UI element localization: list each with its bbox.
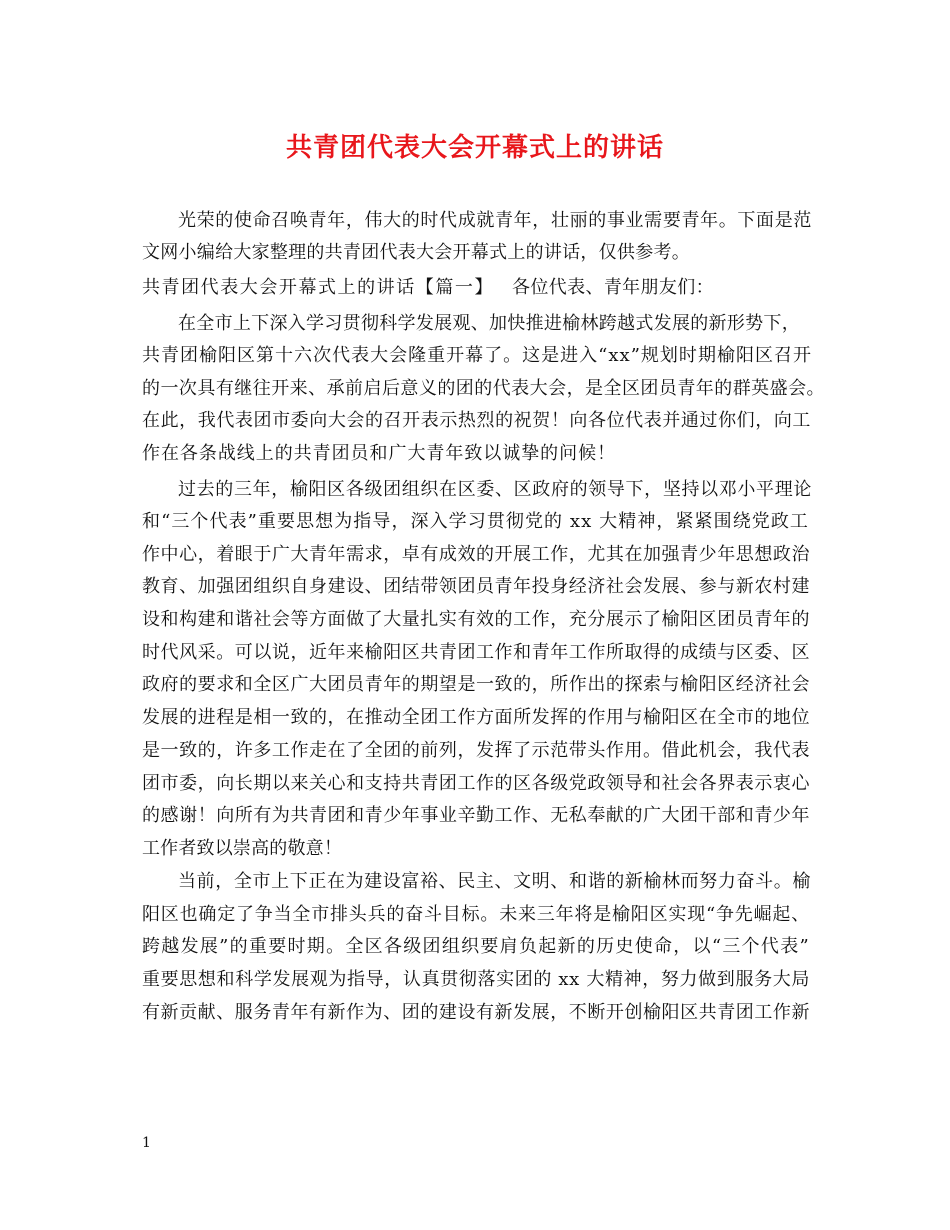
paragraph-line-text: 共青团代表大会开幕式上的讲话【篇一】 — [142, 277, 494, 298]
paragraph-line — [0, 343, 950, 369]
paragraph-line-text: 各位代表、青年朋友们： — [512, 277, 714, 298]
paragraph-line — [0, 408, 950, 434]
paragraph-line-text: 重要思想和科学发展观为指导，认真贯彻落实团的 xx 大精神，努力做到服务大局 — [142, 969, 810, 990]
paragraph-line — [0, 376, 950, 402]
paragraph-line-text: 设和构建和谐社会等方面做了大量扎实有效的工作，充分展示了榆阳区团员青年的 — [142, 609, 810, 630]
paragraph-line-text: 光荣的使命召唤青年，伟大的时代成就青年，壮丽的事业需要青年。下面是范 — [178, 210, 812, 231]
paragraph-line — [0, 574, 950, 600]
paragraph-line — [0, 934, 950, 960]
paragraph-line-text: 共青团榆阳区第十六次代表大会隆重开幕了。这是进入“xx”规划时期榆阳区召开 — [142, 345, 812, 366]
paragraph-line — [0, 640, 950, 666]
paragraph-line-text: 政府的要求和全区广大团员青年的期望是一致的，所作出的探索与榆阳区经济社会 — [142, 674, 810, 695]
paragraph-line-text: 的感谢！向所有为共青团和青少年事业辛勤工作、无私奉献的广大团干部和青少年 — [142, 805, 810, 826]
paragraph-line-text: 阳区也确定了争当全市排头兵的奋斗目标。未来三年将是榆阳区实现“争先崛起、 — [142, 904, 810, 925]
paragraph-line-text: 是一致的，许多工作走在了全团的前列，发挥了示范带头作用。借此机会，我代表 — [142, 740, 810, 761]
paragraph-line-text: 教育、加强团组织自身建设、团结带领团员青年投身经济社会发展、参与新农村建 — [142, 576, 810, 597]
document-title: 共青团代表大会开幕式上的讲话 — [285, 133, 664, 163]
paragraph-line-text: 团市委，向长期以来关心和支持共青团工作的区各级党政领导和社会各界表示衷心 — [142, 773, 810, 794]
paragraph-line-text: 作中心，着眼于广大青年需求，卓有成效的开展工作，尤其在加强青少年思想政治 — [142, 544, 810, 565]
paragraph-line-text: 在此，我代表团市委向大会的召开表示热烈的祝贺！向各位代表并通过你们，向工 — [142, 410, 811, 431]
paragraph-line — [0, 771, 950, 797]
paragraph-line-text: 发展的进程是相一致的，在推动全团工作方面所发挥的作用与榆阳区在全市的地位 — [142, 707, 810, 728]
paragraph-line-text: 工作者致以崇高的敬意！ — [142, 838, 342, 859]
paragraph-line — [0, 607, 950, 633]
paragraph-line-text: 文网小编给大家整理的共青团代表大会开幕式上的讲话，仅供参考。 — [142, 242, 690, 263]
paragraph-line — [0, 869, 950, 895]
paragraph-line-text: 在全市上下深入学习贯彻科学发展观、加快推进榆林跨越式发展的新形势下， — [178, 313, 800, 334]
paragraph-line — [0, 836, 950, 862]
paragraph-line — [0, 311, 950, 337]
paragraph-line — [0, 672, 950, 698]
paragraph-line-text: 跨越发展”的重要时期。全区各级团组织要肩负起新的历史使命，以“三个代表” — [142, 936, 810, 957]
paragraph-line-text: 时代风采。可以说，近年来榆阳区共青团工作和青年工作所取得的成绩与区委、区 — [142, 642, 810, 663]
paragraph-line-text: 过去的三年，榆阳区各级团组织在区委、区政府的领导下，坚持以邓小平理论 — [178, 479, 812, 500]
paragraph-line-text: 作在各条战线上的共青团员和广大青年致以诚挚的问候！ — [142, 443, 616, 464]
paragraph-line — [0, 967, 950, 993]
paragraph-line-text: 当前，全市上下正在为建设富裕、民主、文明、和谐的新榆林而努力奋斗。榆 — [178, 871, 811, 892]
paragraph-line — [0, 902, 950, 928]
page-number: 1 — [142, 1135, 151, 1151]
paragraph-line-text: 的一次具有继往开来、承前启后意义的团的代表大会，是全区团员青年的群英盛会。 — [142, 378, 825, 399]
paragraph-line — [0, 477, 950, 503]
paragraph-line — [0, 441, 950, 467]
paragraph-line — [0, 542, 950, 568]
paragraph-line — [0, 705, 950, 731]
paragraph-line — [0, 509, 950, 535]
paragraph-line-text: 有新贡献、服务青年有新作为、团的建设有新发展，不断开创榆阳区共青团工作新 — [142, 1002, 810, 1023]
paragraph-line — [0, 803, 950, 829]
paragraph-line — [0, 738, 950, 764]
paragraph-line-text: 和“三个代表”重要思想为指导，深入学习贯彻党的 xx 大精神，紧紧围绕党政工 — [142, 511, 809, 532]
paragraph-line — [0, 240, 950, 266]
paragraph-line — [0, 208, 950, 234]
paragraph-line — [0, 1000, 950, 1026]
paragraph-line — [0, 275, 950, 301]
